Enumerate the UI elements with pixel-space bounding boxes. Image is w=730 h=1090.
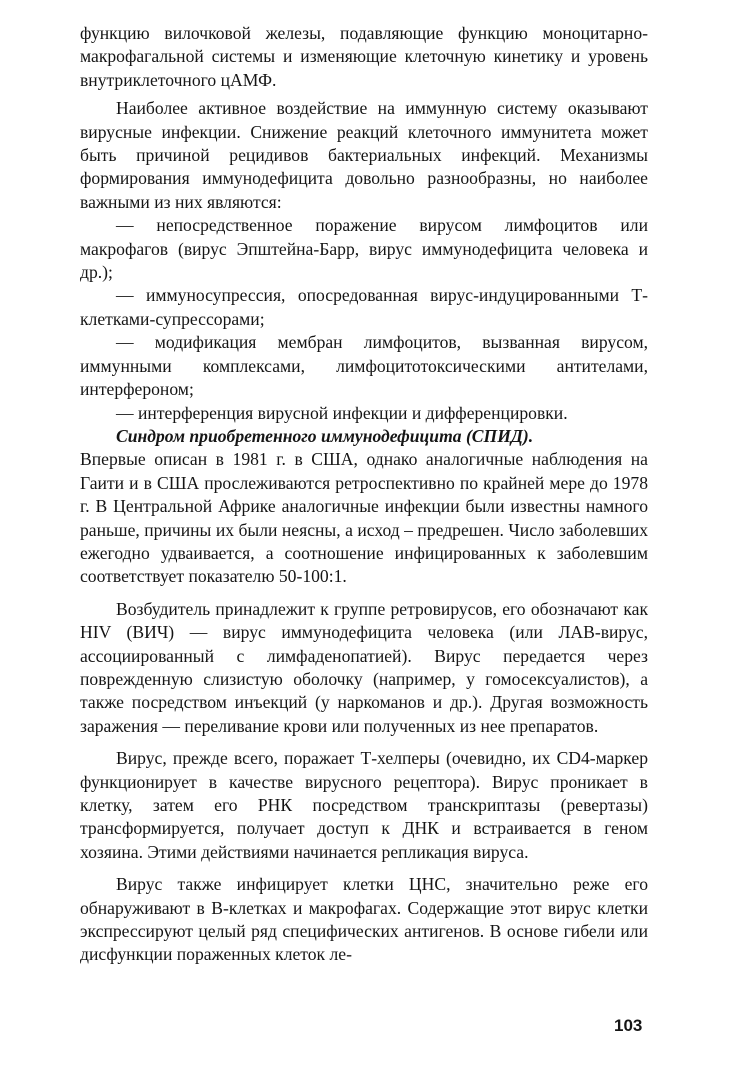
paragraph-t-helpers: Вирус, прежде всего, поражает Т-хелперы (очевидно, их CD4-маркер функционирует в качестве вирусного рецептора). Вирус проникает в клетку, затем его РНК посредством транскриптазы (ревертазы) трансформируется, получает доступ к ДНК и встраивается в геном хозяина. Этими действиями начинается репликация вируса. [80,748,648,862]
list-item-immunosuppression: — иммуносупрессия, опосредованная вирус-индуцированными Т-клетками-супрессорами; [80,285,648,329]
paragraph-pathogen: Возбудитель принадлежит к группе ретровирусов, его обозначают как HIV (ВИЧ) — вирус иммунодефицита человека (или ЛАВ-вирус, ассоциированный с лимфаденопатией). Вирус передается через поврежденную слизистую оболочку (например, у гомосексуалистов), а также посредством инъекций (у наркоманов и др.). Другая возможность заражения — переливание крови или полученных из нее препаратов. [80,598,648,736]
section-heading: Синдром приобретенного иммунодефицита (СПИД). [116,425,534,446]
paragraph-continued: функцию вилочковой железы, подавляющие функцию моноцитарно-макрофагальной системы и изменяющие клеточную кинетику и уровень внутриклеточного цАМФ. [80,23,648,90]
paragraph-cns: Вирус также инфицирует клетки ЦНС, значительно реже его обнаруживают в В-клетках и макрофагах. Содержащие этот вирус клетки экспрессируют целый ряд специфических антигенов. В основе гибели или дисфункции пораженных клеток ле- [80,874,648,965]
list-item-membrane-modification: — модификация мембран лимфоцитов, вызванная вирусом, иммунными комплексами, лимфоцитотоксическими антителами, интерфероном; [80,332,648,400]
list-item-direct-damage: — непосредственное поражение вирусом лимфоцитов или макрофагов (вирус Эпштейна-Барр, вирус иммунодефицита человека и др.); [80,215,648,283]
paragraph-immune-viral: Наиболее активное воздействие на иммунную систему оказывают вирусные инфекции. Снижение реакций клеточного иммунитета может быть причиной рецидивов бактериальных инфекций. Механизмы формирования иммунодефицита довольно разнообразны, но наиболее важными из них являются: [80,98,648,212]
page-number: 103 [614,1016,643,1035]
list-item-interference: — интерференция вирусной инфекции и дифференцировки. [116,402,568,423]
page-text [80,22,648,967]
section-aids [80,425,648,589]
section-lead: Впервые описан в 1981 г. в США, однако аналогичные наблюдения на Гаити и в США прослеживаются ретроспективно по крайней мере до 1978 г. В Центральной Африке аналогичные инфекции были известны намного раньше, причины их были неясны, а исход – предрешен. Число заболевших ежегодно удваивается, а соотношение инфицированных к заболевшим соответствует показателю 50-100:1. [80,449,648,587]
